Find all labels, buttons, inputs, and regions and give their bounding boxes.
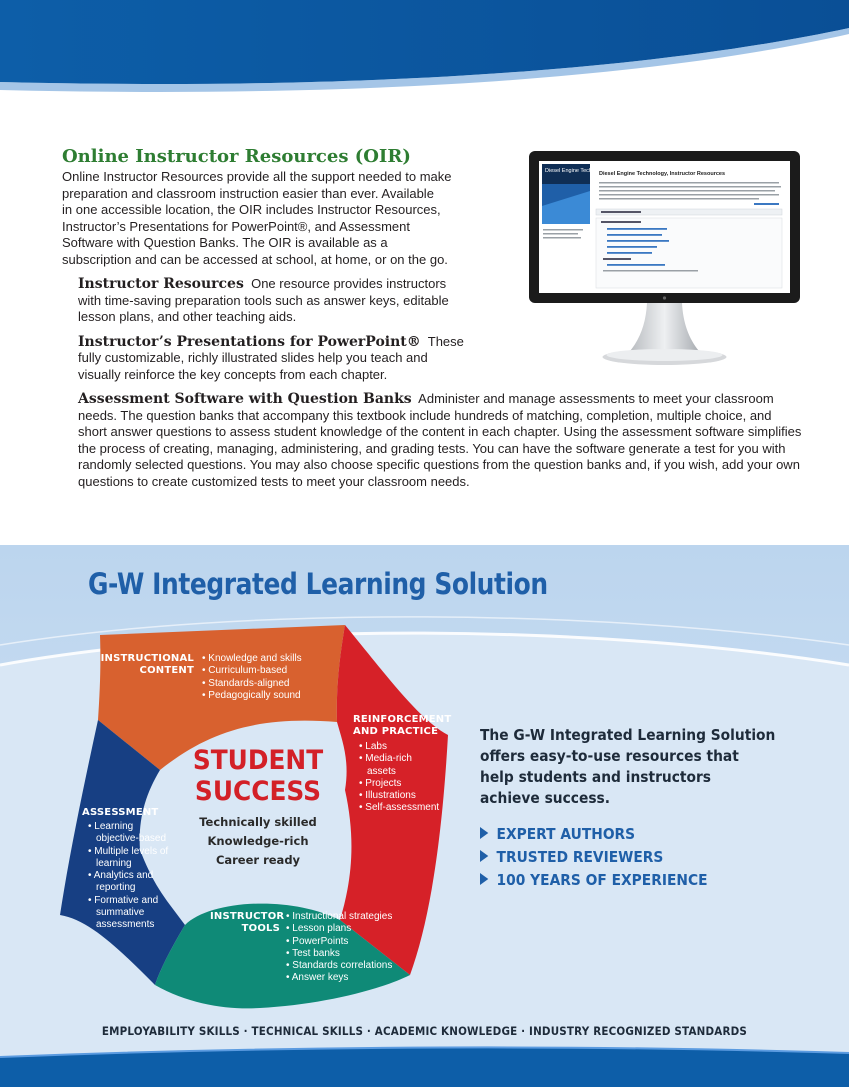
monitor-illustration	[529, 151, 800, 371]
list-item: • Analytics and reporting	[88, 870, 170, 895]
triangle-bullet-icon	[480, 873, 488, 885]
list-item: • Curriculum-based	[202, 665, 302, 677]
monitor-page-title: Diesel Engine Technology, Instructor Resources	[599, 171, 726, 177]
list-item: • Learning objective-based	[88, 821, 170, 846]
list-item: • Instructional strategies	[286, 911, 392, 923]
list-item: • Projects	[359, 778, 449, 790]
student-success-line2: SUCCESS	[194, 776, 322, 807]
oir-heading: Online Instructor Resources (OIR)	[62, 146, 411, 167]
list-item: • Self-assessment	[359, 802, 449, 814]
oir-item-title: Assessment Software with Question Banks	[78, 391, 412, 407]
oir-intro-line: in one accessible location, the OIR includes Instructor Resources,	[62, 202, 441, 217]
segment-list-tools	[286, 911, 392, 985]
list-item: • Pedagogically sound	[202, 690, 302, 702]
monitor-stand	[630, 303, 699, 351]
oir-intro-line: Instructor’s Presentations for PowerPoint®, and Assessment	[62, 218, 410, 234]
segment-label-tools: INSTRUCTOR TOOLS	[210, 911, 285, 934]
oir-item-text: with time-saving preparation tools such as answer keys, editable	[78, 292, 449, 308]
list-item: • Knowledge and skills	[202, 653, 302, 665]
oir-item-instructor-resources	[62, 276, 468, 326]
list-item: • Media-rich assets	[359, 753, 427, 778]
oir-item-text: needs. The question banks that accompany this textbook include hundreds of matching, completion, multiple choice, and	[78, 407, 772, 423]
list-item: • Multiple levels of learning	[88, 846, 170, 871]
hub-subline: Technically skilled	[199, 815, 317, 829]
list-item: • Answer keys	[286, 972, 392, 984]
ils-right-text	[480, 725, 800, 892]
segment-list-assessment	[88, 821, 170, 932]
oir-intro-line: Online Instructor Resources provide all the support needed to make	[62, 169, 452, 184]
oir-item-title: Instructor Resources	[78, 276, 244, 292]
student-success-hub	[183, 745, 333, 870]
oir-item-text: the process of creating, managing, administering, and grading tests. You can have the software generate a test for you with	[78, 440, 786, 456]
list-item: • Test banks	[286, 948, 392, 960]
oir-item-text: short answer questions to assess student knowledge of the content in each chapter. Using the assessment software simplifies	[78, 424, 802, 439]
student-success-line1: STUDENT	[192, 745, 324, 776]
oir-item-text: These	[427, 333, 464, 349]
oir-intro-line: preparation and classroom instruction easier than ever. Available	[62, 185, 434, 201]
oir-item-text: One resource provides instructors	[251, 276, 447, 291]
ils-section	[0, 545, 849, 1087]
oir-item-text: randomly selected questions. You may also choose specific questions from the question banks and, if you wish, add your own	[78, 457, 800, 472]
triangle-bullet-icon	[480, 850, 488, 862]
list-item: • Standards-aligned	[202, 678, 302, 690]
oir-item-presentations	[62, 334, 468, 384]
triangle-bullet-icon	[480, 827, 488, 839]
oir-intro	[62, 169, 457, 268]
list-item: • Labs	[359, 741, 449, 753]
list-item: • Standards correlations	[286, 960, 392, 972]
list-item: • Lesson plans	[286, 923, 392, 935]
book-cover-title: Diesel Engine Technology	[545, 168, 609, 174]
bullet-expert-authors: EXPERT AUTHORS	[480, 823, 774, 846]
bullet-years-experience: 100 YEARS OF EXPERIENCE	[480, 869, 774, 892]
bottom-wave-band	[0, 1045, 849, 1087]
hub-subline: Career ready	[215, 853, 301, 867]
segment-label-instructional: INSTRUCTIONAL CONTENT	[100, 653, 194, 676]
segment-label-reinforcement: REINFORCEMENT AND PRACTICE	[353, 714, 452, 737]
oir-intro-line: subscription and can be accessed at school, at home, or on the go.	[62, 251, 448, 267]
skills-footer-line: EMPLOYABILITY SKILLS · TECHNICAL SKILLS · ACADEMIC KNOWLEDGE · INDUSTRY RECOGNIZED STANDARDS	[101, 1024, 748, 1038]
ils-title: G-W Integrated Learning Solution	[88, 567, 548, 601]
oir-item-text: fully customizable, richly illustrated slides help you teach and	[78, 350, 428, 365]
hub-subline: Knowledge-rich	[207, 834, 309, 848]
oir-item-assessment-software	[62, 391, 812, 490]
oir-item-text: Administer and manage assessments to meet your classroom	[418, 391, 774, 406]
segment-label-assessment: ASSESSMENT	[82, 807, 159, 818]
oir-item-text: lesson plans, and other teaching aids.	[78, 309, 297, 324]
segment-list-instructional	[202, 653, 302, 702]
top-wave-band	[0, 0, 849, 110]
ils-blurb: The G-W Integrated Learning Solution offers easy-to-use resources that help students and instructors achieve success.	[480, 726, 776, 807]
oir-item-title: Instructor’s Presentations for PowerPoint®	[78, 333, 421, 350]
list-item: • Formative and summative assessments	[88, 895, 170, 932]
list-item: • Illustrations	[359, 790, 449, 802]
segment-list-reinforcement	[359, 741, 449, 815]
oir-item-text: visually reinforce the key concepts from each chapter.	[78, 366, 388, 382]
oir-item-text: questions to create customized tests to meet your classroom needs.	[78, 473, 470, 489]
list-item: • PowerPoints	[286, 936, 392, 948]
ils-bullets	[480, 823, 800, 892]
oir-intro-line: Software with Question Banks. The OIR is available as a	[62, 235, 388, 250]
bullet-trusted-reviewers: TRUSTED REVIEWERS	[480, 846, 774, 869]
